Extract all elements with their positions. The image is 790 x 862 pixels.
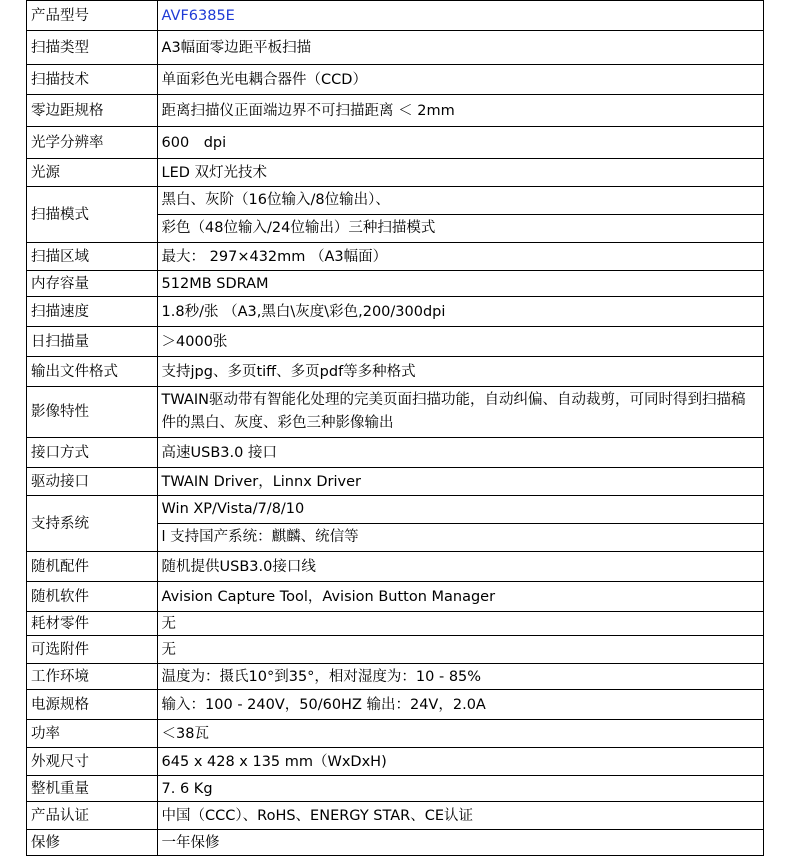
spec-label: 扫描区域 [27, 243, 158, 271]
spec-label: 驱动接口 [27, 468, 158, 496]
table-row [27, 552, 764, 582]
spec-label: 光源 [27, 159, 158, 187]
spec-value: 距离扫描仪正面端边界不可扫描距离 ＜ 2mm [157, 95, 763, 127]
table-row [27, 271, 764, 297]
spec-value: 一年保修 [157, 830, 763, 856]
spec-value: 随机提供USB3.0接口线 [157, 552, 763, 582]
spec-value: 高速USB3.0 接口 [157, 438, 763, 468]
table-row [27, 243, 764, 271]
spec-value-line: 黑白、灰阶（16位输入/8位输出）、 [161, 192, 390, 208]
table-row [27, 438, 764, 468]
table-row [27, 187, 764, 243]
table-row [27, 327, 764, 357]
spec-value: 单面彩色光电耦合器件（CCD） [157, 65, 763, 95]
table-row [27, 776, 764, 802]
table-row [27, 159, 764, 187]
spec-value: TWAIN驱动带有智能化处理的完美页面扫描功能，自动纠偏、自动裁剪，可同时得到扫描稿件的黑白、灰度、彩色三种影像输出 [157, 387, 763, 438]
spec-value: LED 双灯光技术 [157, 159, 763, 187]
spec-label: 扫描速度 [27, 297, 158, 327]
table-row [27, 720, 764, 748]
spec-value: 中国（CCC）、RoHS、ENERGY STAR、CE认证 [157, 802, 763, 830]
spec-value: 512MB SDRAM [157, 271, 763, 297]
table-row [27, 31, 764, 65]
spec-label: 耗材零件 [27, 612, 158, 636]
spec-label: 扫描技术 [27, 65, 158, 95]
spec-value: ＜38瓦 [157, 720, 763, 748]
spec-label: 产品型号 [27, 1, 158, 31]
spec-label: 扫描模式 [27, 187, 158, 243]
spec-label: 随机配件 [27, 552, 158, 582]
spec-value: AVF6385E [157, 1, 763, 31]
spec-value: 7. 6 Kg [157, 776, 763, 802]
spec-value-line: Win XP/Vista/7/8/10 [161, 501, 305, 517]
spec-value: 温度为：摄氏10°到35°，相对湿度为：10 - 85% [157, 664, 763, 690]
spec-label: 功率 [27, 720, 158, 748]
spec-label: 外观尺寸 [27, 748, 158, 776]
spec-value: 支持jpg、多页tiff、多页pdf等多种格式 [157, 357, 763, 387]
spec-label: 电源规格 [27, 690, 158, 720]
table-row [27, 65, 764, 95]
spec-value: 600 dpi [157, 127, 763, 159]
spec-label: 内存容量 [27, 271, 158, 297]
table-row [27, 582, 764, 612]
spec-label: 保修 [27, 830, 158, 856]
spec-value: ＞4000张 [157, 327, 763, 357]
spec-label: 光学分辨率 [27, 127, 158, 159]
spec-table-body [27, 1, 764, 856]
spec-value: 645 x 428 x 135 mm（WxDxH) [157, 748, 763, 776]
table-row [27, 612, 764, 636]
spec-value-line: 彩色（48位输入/24位输出）三种扫描模式 [158, 214, 763, 242]
table-row [27, 468, 764, 496]
table-row [27, 636, 764, 664]
spec-table [26, 0, 764, 856]
spec-value: 1.8秒/张 （A3,黑白\灰度\彩色,200/300dpi [157, 297, 763, 327]
spec-label: 支持系统 [27, 496, 158, 552]
spec-value: A3幅面零边距平板扫描 [157, 31, 763, 65]
table-row [27, 387, 764, 438]
table-row [27, 297, 764, 327]
spec-value: TWAIN Driver，Linnx Driver [157, 468, 763, 496]
spec-value [157, 496, 763, 552]
table-row [27, 664, 764, 690]
spec-label: 随机软件 [27, 582, 158, 612]
spec-label: 输出文件格式 [27, 357, 158, 387]
spec-label: 扫描类型 [27, 31, 158, 65]
table-row [27, 1, 764, 31]
table-row [27, 357, 764, 387]
table-row [27, 830, 764, 856]
spec-value: 无 [157, 636, 763, 664]
spec-value [157, 187, 763, 243]
table-row [27, 95, 764, 127]
spec-value: Avision Capture Tool，Avision Button Manager [157, 582, 763, 612]
table-row [27, 748, 764, 776]
table-row [27, 496, 764, 552]
table-row [27, 802, 764, 830]
spec-label: 接口方式 [27, 438, 158, 468]
spec-label: 产品认证 [27, 802, 158, 830]
spec-label: 日扫描量 [27, 327, 158, 357]
table-row [27, 690, 764, 720]
spec-label: 零边距规格 [27, 95, 158, 127]
spec-label: 可选附件 [27, 636, 158, 664]
spec-value: 无 [157, 612, 763, 636]
spec-label: 整机重量 [27, 776, 158, 802]
spec-value: 最大： 297×432mm （A3幅面） [157, 243, 763, 271]
spec-value-line: l 支持国产系统：麒麟、统信等 [158, 523, 763, 551]
spec-label: 工作环境 [27, 664, 158, 690]
spec-value: 输入：100 - 240V，50/60HZ 输出：24V，2.0A [157, 690, 763, 720]
table-row [27, 127, 764, 159]
spec-label: 影像特性 [27, 387, 158, 438]
